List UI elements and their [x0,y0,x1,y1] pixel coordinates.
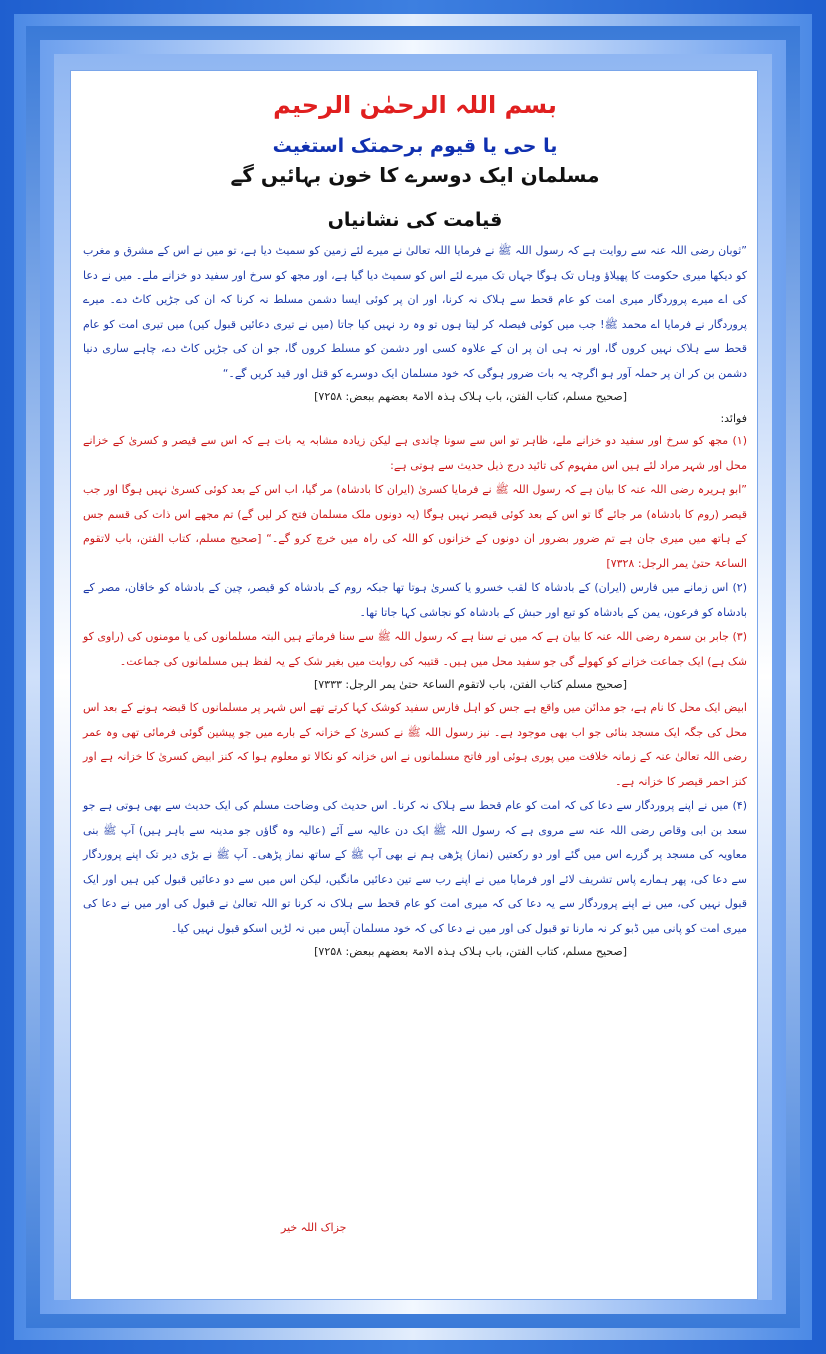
hadith-paragraph-1: ”ثوبان رضی اللہ عنہ سے روایت ہے کہ رسول اللہ ﷺ نے فرمایا اللہ تعالیٰ نے میرے لئے زمین کو سمیٹ دیا ہے، تو میں نے اس کے مشرق و مغرب کو دیکھا میری حکومت کا پھیلاؤ وہاں تک ہوگا جہاں تک میرے لئے اس کو سمیٹ دیا گیا ہے، اور مجھ کو سرخ اور سفید دو خزانے ملے۔ میں نے دعا کی اے میرے پروردگار میری امت کو عام قحط سے ہلاک نہ کرنا، اور ان پر کوئی ایسا دشمن مسلط نہ کرنا کہ ان کی جڑیں کاٹ دے۔ میرے پروردگار نے فرمایا اے محمد ﷺ! جب میں کوئی فیصلہ کر لیتا ہوں تو وہ رد نہیں کیا جاتا (میں نے تیری دعائیں قبول کیں) میں تیری امت کو عام قحط سے ہلاک نہیں کروں گا، اور نہ ہی ان پر ان کے علاوہ کسی اور دشمن کو مسلط کروں گا، جو ان کی جڑیں کاٹ دے، چاہے ساری دنیا دشمن بن کر ان پر حملہ آور ہو اگرچہ یہ بات ضرور ہوگی کہ خود مسلمان ایک دوسرے کو قتل اور قید کریں گے۔“ [83,244,747,380]
invocation-line: یا حی یا قیوم برحمتک استغیث [272,135,558,157]
fawaid-label: فوائد: [720,412,747,425]
signoff-text: جزاک اللہ خیر [281,1221,347,1234]
fawaid-point-2: (۲) اس زمانے میں فارس (ایران) کے بادشاہ کا لقب خسرو یا کسریٰ ہوتا تھا جبکہ روم کے بادشاہ کو قیصر، چین کے بادشاہ کو خاقان، مصر کے بادشاہ کو فرعون، یمن کے بادشاہ کو تبع اور حبش کے بادشاہ کو نجاشی کہا جاتا تھا۔ [83,581,747,619]
fawaid-point-4: (۴) میں نے اپنے پروردگار سے دعا کی کہ امت کو عام قحط سے ہلاک نہ کرنا۔ اس حدیث کی وضاحت مسلم کی ایک حدیث سے بھی ہوتی ہے جو سعد بن ابی وقاص رضی اللہ عنہ سے مروی ہے کہ رسول اللہ ﷺ ایک دن عالیہ سے آئے (عالیہ وہ گاؤں جو مدینہ سے باہر ہیں) آپ ﷺ بنی معاویہ کی مسجد پر گزرے اس میں گئے اور دو رکعتیں (نماز) پڑھی ہم نے بھی آپ ﷺ کے ساتھ نماز پڑھی۔ آپ ﷺ نے بڑی دیر تک اپنے پروردگار سے دعا کی، پھر ہمارے پاس تشریف لائے اور فرمایا میں نے اپنے رب سے تین دعائیں مانگیں، لیکن اس میں سے دو دعائیں قبول کیں ہیں اور ایک قبول نہیں کی، میں نے اپنے پروردگار سے یہ دعا کی کہ میری امت کو عام قحط سے ہلاک نہ کرنا تو اللہ تعالیٰ نے قبول کی اور میں نے دعا کی میری امت کو پانی میں ڈبو کر نہ مارنا تو قبول کی اور میں نے دعا کی کہ خود مسلمان آپس میں نہ لڑیں اسکو قبول نہیں کیا۔ [83,799,747,935]
page-title: مسلمان ایک دوسرے کا خون بہائیں گے [230,163,600,187]
document-paper [70,70,758,1300]
fawaid-point-3-explanation: ابیض ایک محل کا نام ہے، جو مدائن میں واقع ہے جس کو اہل فارس سفید کوشک کہا کرتے تھے اس شہر پر مسلمانوں کا قبضہ ہونے کے بعد اس محل کی جگہ ایک مسجد بنائی جو اب بھی موجود ہے۔ نیز رسول اللہ ﷺ نے کسریٰ کے خزانہ کے بارے میں جو پیشین گوئی فرمائی تھی وہ عمر رضی اللہ تعالیٰ عنہ کے زمانہ خلافت میں پوری ہوئی اور فاتح مسلمانوں نے اس خزانہ کو نکالا تو معلوم ہوا کہ کنز ابیض کسریٰ کا خزانہ ہے اور کنز احمر قیصر کا خزانہ ہے۔ [83,701,747,788]
bismillah-heading: بسم اللہ الرحمٰن الرحیم [273,91,557,119]
reference-3: [صحیح مسلم، کتاب الفتن، باب ہلاک ہذہ الامۃ بعضھم ببعض: ۷۲۵۸] [314,945,627,958]
reference-1: [صحیح مسلم، کتاب الفتن، باب ہلاک ہذہ الامۃ بعضھم ببعض: ۷۲۵۸] [314,390,627,403]
reference-2: [صحیح مسلم کتاب الفتن، باب لاتقوم الساعۃ حتیٰ یمر الرجل: ۷۳۳۳] [313,678,627,691]
hadith-paragraph-2: ”ابو ہریرہ رضی اللہ عنہ کا بیان ہے کہ رسول اللہ ﷺ نے فرمایا کسریٰ (ایران کا بادشاہ) مر گیا، اب اس کے بعد کوئی کسریٰ نہیں ہوگا اور جب قیصر (روم کا بادشاہ) مر جائے گا تو اس کے بعد کوئی قیصر نہیں ہوگا (یہ دونوں ملک مسلمان فتح کر لیں گے) تم مجھے اس ذات کی قسم جس کے ہاتھ میں میری جان ہے تم ضرور بضرور ان دونوں کے خزانوں کو اللہ کی راہ میں خرچ کرو گے۔“ [صحیح مسلم، کتاب الفتن، باب لاتقوم الساعۃ حتیٰ یمر الرجل: ۷۳۲۸] [83,483,747,570]
fawaid-point-3: (۳) جابر بن سمرہ رضی اللہ عنہ کا بیان ہے کہ میں نے سنا ہے کہ رسول اللہ ﷺ سے سنا فرماتے ہیں البتہ مسلمانوں کی یا مومنوں کی (راوی کو شک ہے) ایک جماعت خزانے کو کھولے گی جو سفید محل میں ہیں۔ قتیبہ کی روایت میں بغیر شک کے یہ لفظ ہیں مسلمانوں کی جماعت۔ [83,630,747,668]
fawaid-point-1: (۱) مجھ کو سرخ اور سفید دو خزانے ملے، ظاہر تو اس سے سونا چاندی ہے لیکن زیادہ مشابہ یہ بات ہے کہ اس سے قیصر و کسریٰ کے خزانے محل اور شہر مراد لئے ہیں اس مفہوم کی تائید درج ذیل حدیث سے ہوتی ہے: [83,434,747,472]
section-subtitle: قیامت کی نشانیاں [327,209,503,231]
